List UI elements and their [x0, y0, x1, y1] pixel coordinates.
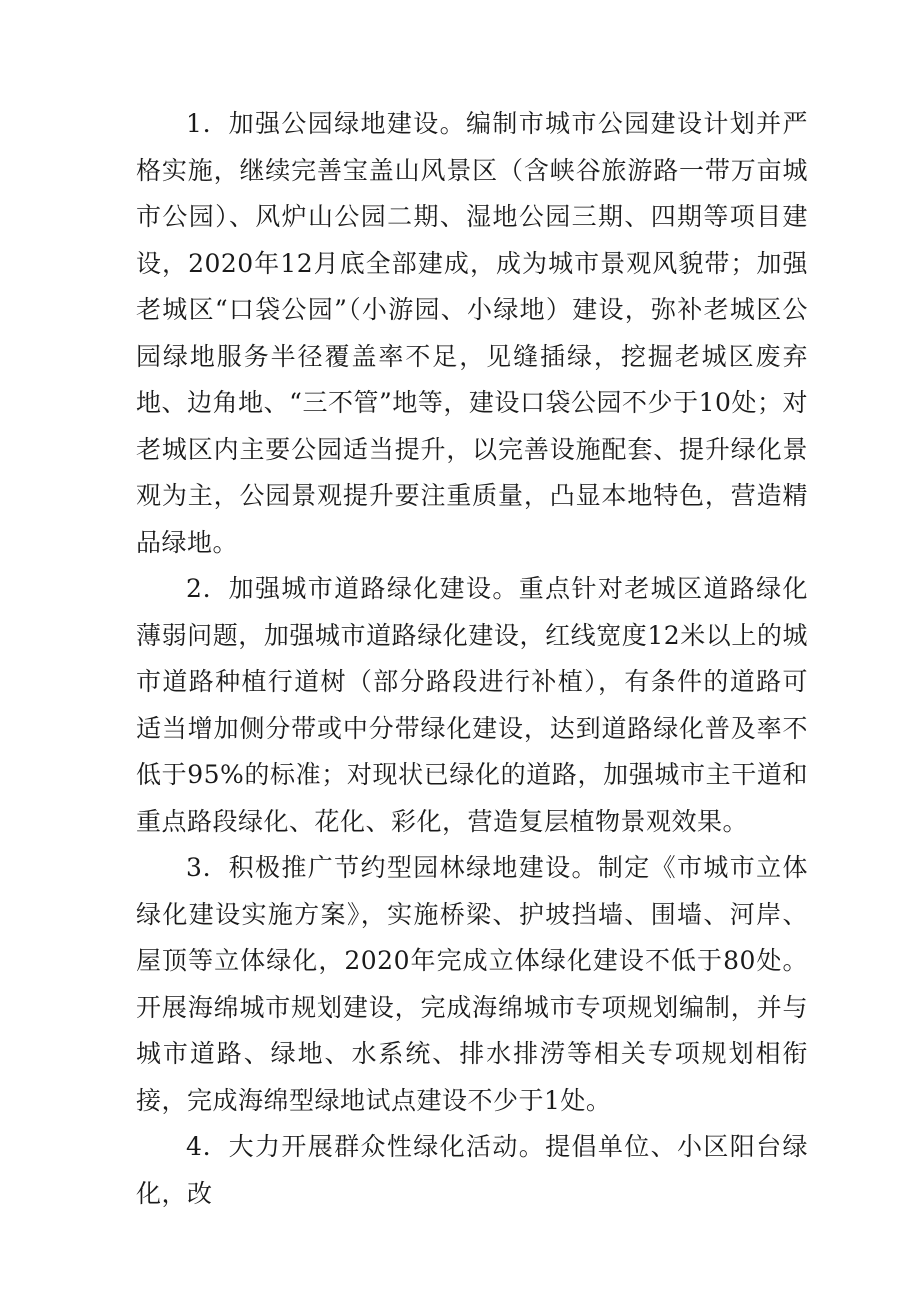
- paragraph-text: 大力开展群众性绿化活动。提倡单位、小区阳台绿化，改: [136, 1132, 808, 1208]
- paragraph-number: 1．: [186, 109, 229, 138]
- paragraph-text: 加强公园绿地建设。编制市城市公园建设计划并严格实施，继续完善宝盖山风景区（含峡谷旅游路一带万亩城市公园）、风炉山公园二期、湿地公园三期、四期等项目建设，2020年12月底全部建成，成为城市景观风貌带；加强老城区“口袋公园”（小游园、小绿地）建设，弥补老城区公园绿地服务半径覆盖率不足，见缝插绿，挖掘老城区废弃地、边角地、“三不管”地等，建设口袋公园不少于10处；对老城区内主要公园适当提升，以完善设施配套、提升绿化景观为主，公园景观提升要注重质量，凸显本地特色，营造精品绿地。: [136, 109, 808, 557]
- paragraph-1: [136, 101, 808, 566]
- document-body: [136, 101, 808, 1217]
- paragraph-text: 积极推广节约型园林绿地建设。制定《市城市立体绿化建设实施方案》，实施桥梁、护坡挡墙、围墙、河岸、屋顶等立体绿化，2020年完成立体绿化建设不低于80处。开展海绵城市规划建设，完成海绵城市专项规划编制，并与城市道路、绿地、水系统、排水排涝等相关专项规划相衔接，完成海绵型绿地试点建设不少于1处。: [136, 853, 808, 1115]
- paragraph-2: [136, 566, 808, 845]
- paragraph-number: 2．: [186, 574, 229, 603]
- paragraph-4: [136, 1124, 808, 1217]
- paragraph-3: [136, 845, 808, 1124]
- paragraph-number: 3．: [186, 853, 229, 882]
- paragraph-text: 加强城市道路绿化建设。重点针对老城区道路绿化薄弱问题，加强城市道路绿化建设，红线宽度12米以上的城市道路种植行道树（部分路段进行补植），有条件的道路可适当增加侧分带或中分带绿化建设，达到道路绿化普及率不低于95%的标准；对现状已绿化的道路，加强城市主干道和重点路段绿化、花化、彩化，营造复层植物景观效果。: [136, 574, 808, 836]
- paragraph-number: 4．: [186, 1132, 229, 1161]
